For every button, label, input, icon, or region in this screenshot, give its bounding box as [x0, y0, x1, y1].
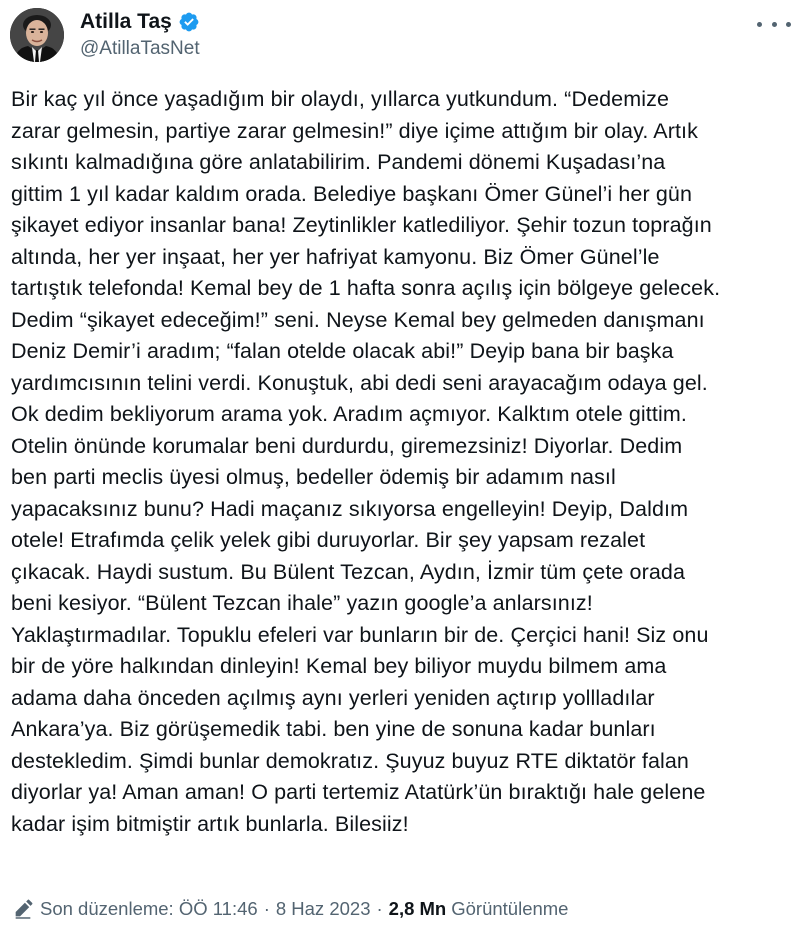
more-dot	[786, 22, 791, 27]
meta-separator: ·	[263, 898, 270, 919]
pencil-edit-icon	[12, 898, 34, 920]
more-dot	[772, 22, 777, 27]
tweet-text: Bir kaç yıl önce yaşadığım bir olaydı, yıllarca yutkundum. “Dedemize zarar gelmesin, partiye zarar gelmesin!” diye içime attığım bir olay. Artık sıkıntı kalmadığına göre anlatabilirim. Pandemi dönemi Kuşadası’na gittim 1 yıl kadar kaldım orada. Belediye başkanı Ömer Günel’i her gün şikayet ediyor insanlar bana! Zeytinlikler katlediliyor. Şehir tozun toprağın altında, her yer inşaat, her yer hafriyat kamyonu. Biz Ömer Günel’le tartıştık telefonda! Kemal bey de 1 hafta sonra açılış için bölgeye gelecek. Dedim “şikayet edeceğim!” seni. Neyse Kemal bey gelmeden danışmanı Deniz Demir’i aradım; “falan otelde olacak abi!” Deyip bana bir başka yardımcısının telini verdi. Konuştuk, abi dedi seni arayacağım odaya gel. Ok dedim bekliyorum arama yok. Aradım açmıyor. Kalktım otele gittim. Otelin önünde korumalar beni durdurdu, giremezsiniz! Diyorlar. Dedim ben parti meclis üyesi olmuş, bedeller ödemiş bir adamım nasıl yapacaksınız bunu? Hadi maçanız sıkıyorsa engelleyin! Deyip, Daldım otele! Etrafımda çelik yelek gibi duruyorlar. Bir şey yapsam rezalet çıkacak. Haydi sustum. Bu Bülent Tezcan, Aydın, İzmir tüm çete orada beni kesiyor. “Bülent Tezcan ihale” yazın google’a anlarsınız! Yaklaştırmadılar. Topuklu efeleri var bunların bir de. Çerçici hani! Siz onu bir de yöre halkından dinleyin! Kemal bey biliyor muydu bilmem ama adama daha önceden açılmış aynı yerleri yeniden açtırıp yollladılar Ankara’ya. Biz görüşemedik tabi. ben yine de sonuna kadar bunları destekledim. Şimdi bunlar demokratız. Şuyuz buyuz RTE diktatör falan diyorlar ya! Aman aman! O parti tertemiz Atatürk’ün bıraktığı hale gelene kadar işim bitmiştir artık bunlarla. Bilesiiz!	[11, 87, 721, 836]
verified-badge-icon[interactable]	[178, 11, 200, 33]
tweet-date[interactable]: 8 Haz 2023	[275, 898, 371, 919]
views-count: 2,8 Mn	[388, 898, 447, 919]
edited-timestamp[interactable]: Son düzenleme: ÖÖ 11:46	[40, 898, 258, 919]
views-label: Görüntülenme	[451, 898, 569, 919]
author-name-row[interactable]	[80, 10, 200, 34]
avatar[interactable]	[10, 8, 64, 62]
meta-separator: ·	[376, 898, 383, 919]
avatar-portrait-image	[10, 8, 64, 62]
author-name[interactable]: Atilla Taş	[80, 10, 172, 33]
more-dot	[757, 22, 762, 27]
more-options-icon[interactable]	[757, 14, 791, 34]
author-handle[interactable]: @AtillaTasNet	[80, 38, 200, 59]
tweet-meta	[12, 894, 568, 924]
